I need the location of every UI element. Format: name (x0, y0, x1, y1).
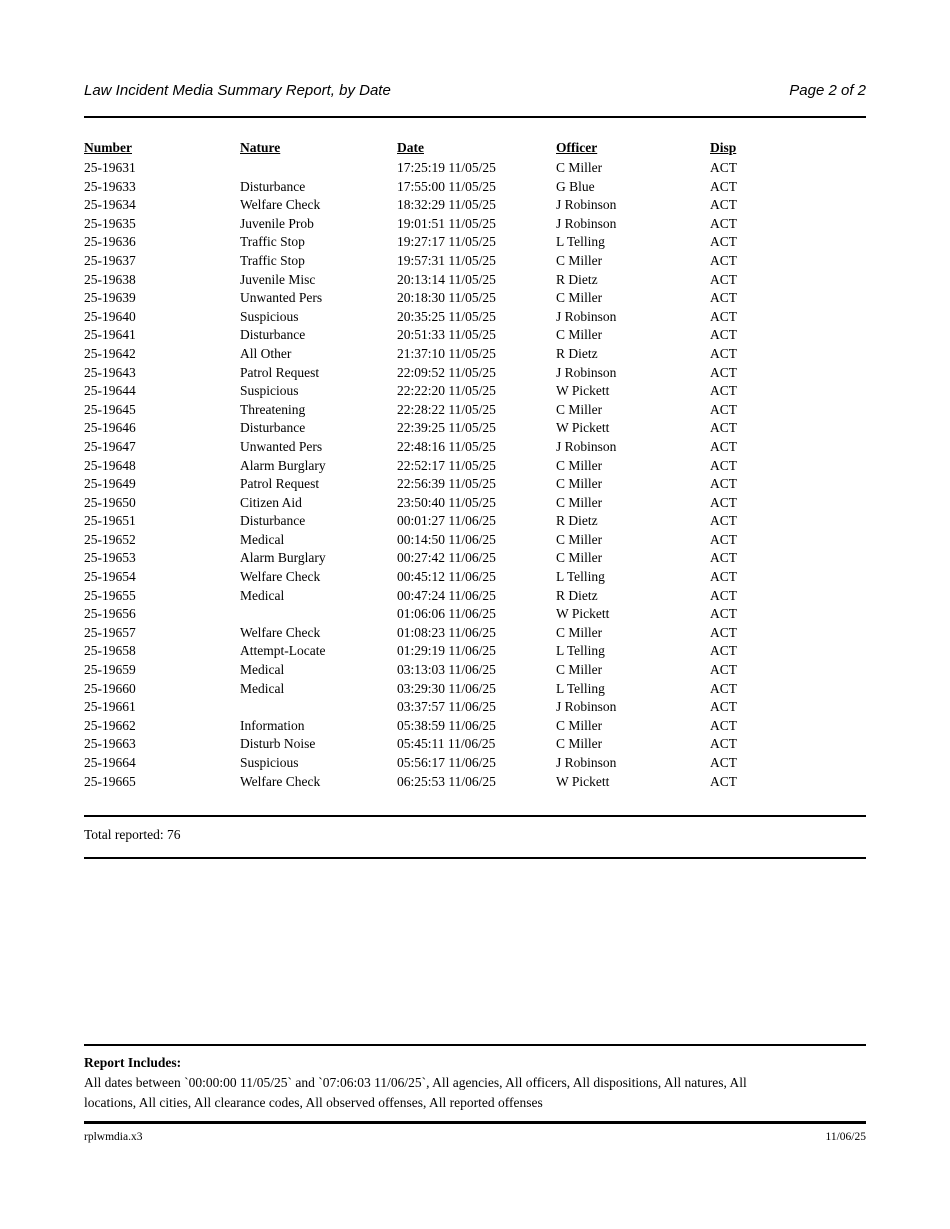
total-reported: Total reported: 76 (84, 827, 181, 842)
cell-date: 19:57:31 11/05/25 (397, 252, 496, 268)
cell-nature: Patrol Request (240, 476, 320, 492)
cell-number: 25-19665 (84, 773, 136, 789)
cell-nature: All Other (240, 345, 292, 361)
table-row (84, 345, 866, 364)
cell-nature (240, 698, 397, 717)
table-row (84, 401, 866, 420)
cell-nature (240, 605, 397, 624)
cell-nature: Juvenile Prob (240, 215, 314, 231)
table-row (84, 698, 866, 717)
cell-disp: ACT (710, 457, 737, 473)
page-indicator: Page 2 of 2 (789, 82, 866, 99)
cell-number: 25-19651 (84, 513, 136, 529)
cell-officer: C Miller (556, 327, 603, 343)
cell-disp: ACT (710, 308, 737, 324)
total-divider-top (84, 815, 866, 817)
cell-number: 25-19646 (84, 420, 136, 436)
cell-disp: ACT (710, 438, 737, 454)
cell-disp: ACT (710, 215, 737, 231)
cell-officer: R Dietz (556, 587, 598, 603)
cell-nature: Suspicious (240, 308, 299, 324)
table-row (84, 364, 866, 383)
cell-disp: ACT (710, 494, 737, 510)
cell-date: 20:13:14 11/05/25 (397, 271, 496, 287)
cell-number: 25-19649 (84, 476, 136, 492)
cell-number: 25-19654 (84, 569, 136, 585)
table-row (84, 178, 866, 197)
table-row (84, 271, 866, 290)
table-row (84, 568, 866, 587)
cell-number: 25-19662 (84, 717, 136, 733)
cell-disp: ACT (710, 624, 737, 640)
cell-nature: Suspicious (240, 383, 299, 399)
cell-disp: ACT (710, 327, 737, 343)
cell-date: 01:06:06 11/06/25 (397, 606, 496, 622)
cell-officer: C Miller (556, 160, 603, 175)
cell-disp: ACT (710, 401, 737, 417)
cell-disp: ACT (710, 290, 737, 306)
table-row (84, 382, 866, 401)
cell-date: 22:09:52 11/05/25 (397, 364, 496, 380)
cell-date: 22:28:22 11/05/25 (397, 401, 496, 417)
cell-date: 00:27:42 11/06/25 (397, 550, 496, 566)
table-column-headers (84, 140, 866, 156)
cell-officer: J Robinson (556, 438, 617, 454)
cell-date: 05:38:59 11/06/25 (397, 717, 496, 733)
cell-nature: Welfare Check (240, 773, 321, 789)
cell-disp: ACT (710, 736, 737, 752)
cell-officer: J Robinson (556, 755, 617, 770)
cell-number: 25-19648 (84, 457, 136, 473)
column-header-officer: Officer (556, 140, 598, 155)
cell-officer: W Pickett (556, 420, 610, 436)
cell-date: 18:32:29 11/05/25 (397, 197, 496, 213)
table-row (84, 419, 866, 438)
cell-nature: Information (240, 717, 305, 733)
report-includes-text-line-1: All dates between `00:00:00 11/05/25` and `07:06:03 11/06/25`, All agencies, All officers, All dispositions, All natures, All (84, 1075, 747, 1090)
cell-date: 22:56:39 11/05/25 (397, 476, 496, 492)
cell-nature (240, 159, 397, 178)
footer-date: 11/06/25 (825, 1131, 866, 1143)
cell-officer: W Pickett (556, 606, 610, 622)
cell-officer: C Miller (556, 457, 603, 473)
cell-officer: C Miller (556, 476, 603, 492)
cell-number: 25-19638 (84, 271, 136, 287)
report-header (84, 82, 866, 99)
cell-officer: C Miller (556, 736, 603, 752)
cell-date: 03:29:30 11/06/25 (397, 680, 496, 696)
cell-disp: ACT (710, 513, 737, 529)
cell-disp: ACT (710, 699, 737, 715)
cell-officer: C Miller (556, 531, 603, 547)
report-script-name: rplwmdia.x3 (84, 1131, 143, 1143)
column-header-disp: Disp (710, 140, 737, 155)
cell-disp: ACT (710, 755, 737, 770)
table-row (84, 754, 866, 773)
table-row (84, 717, 866, 736)
table-row (84, 661, 866, 680)
cell-nature: Citizen Aid (240, 494, 302, 510)
cell-officer: R Dietz (556, 271, 598, 287)
cell-nature: Medical (240, 587, 285, 603)
footer-divider (84, 1121, 866, 1124)
cell-date: 00:45:12 11/06/25 (397, 569, 496, 585)
cell-disp: ACT (710, 680, 737, 696)
page-footer (84, 1131, 866, 1143)
cell-number: 25-19635 (84, 215, 136, 231)
column-header-number: Number (84, 140, 132, 155)
cell-disp: ACT (710, 178, 737, 194)
table-row (84, 252, 866, 271)
report-includes-text-line-2: locations, All cities, All clearance codes, All observed offenses, All reported offenses (84, 1095, 543, 1110)
cell-date: 19:27:17 11/05/25 (397, 234, 496, 250)
cell-officer: C Miller (556, 494, 603, 510)
cell-number: 25-19663 (84, 736, 136, 752)
cell-nature: Unwanted Pers (240, 438, 323, 454)
cell-officer: W Pickett (556, 383, 610, 399)
column-header-date: Date (397, 140, 424, 155)
cell-officer: W Pickett (556, 773, 610, 789)
cell-nature: Disturbance (240, 178, 306, 194)
cell-date: 22:22:20 11/05/25 (397, 383, 496, 399)
table-row (84, 308, 866, 327)
cell-number: 25-19650 (84, 494, 136, 510)
cell-date: 20:18:30 11/05/25 (397, 290, 496, 306)
cell-nature: Suspicious (240, 755, 299, 770)
cell-date: 20:51:33 11/05/25 (397, 327, 496, 343)
cell-number: 25-19636 (84, 234, 136, 250)
cell-nature: Patrol Request (240, 364, 320, 380)
cell-disp: ACT (710, 271, 737, 287)
cell-nature: Threatening (240, 401, 306, 417)
cell-nature: Medical (240, 531, 285, 547)
cell-date: 17:25:19 11/05/25 (397, 160, 496, 175)
cell-officer: L Telling (556, 680, 605, 696)
cell-number: 25-19664 (84, 755, 136, 770)
cell-number: 25-19653 (84, 550, 136, 566)
cell-disp: ACT (710, 606, 737, 622)
table-row (84, 326, 866, 345)
cell-date: 22:39:25 11/05/25 (397, 420, 496, 436)
cell-disp: ACT (710, 643, 737, 659)
cell-number: 25-19642 (84, 345, 136, 361)
cell-officer: J Robinson (556, 364, 617, 380)
cell-officer: C Miller (556, 252, 603, 268)
cell-date: 00:47:24 11/06/25 (397, 587, 496, 603)
table-row (84, 587, 866, 606)
total-divider-bottom (84, 857, 866, 859)
cell-number: 25-19656 (84, 606, 136, 622)
cell-number: 25-19631 (84, 160, 136, 175)
cell-date: 03:13:03 11/06/25 (397, 662, 496, 678)
cell-disp: ACT (710, 160, 737, 175)
cell-number: 25-19641 (84, 327, 136, 343)
table-row (84, 624, 866, 643)
cell-officer: C Miller (556, 401, 603, 417)
table-row (84, 196, 866, 215)
cell-disp: ACT (710, 476, 737, 492)
cell-nature: Disturb Noise (240, 736, 316, 752)
cell-date: 01:08:23 11/06/25 (397, 624, 496, 640)
table-row (84, 233, 866, 252)
cell-officer: R Dietz (556, 345, 598, 361)
cell-number: 25-19647 (84, 438, 136, 454)
cell-disp: ACT (710, 569, 737, 585)
cell-number: 25-19633 (84, 178, 136, 194)
table-row (84, 494, 866, 513)
cell-officer: C Miller (556, 624, 603, 640)
cell-number: 25-19640 (84, 308, 136, 324)
incident-table (84, 159, 866, 791)
cell-nature: Attempt-Locate (240, 643, 326, 659)
table-row (84, 159, 866, 178)
cell-number: 25-19643 (84, 364, 136, 380)
table-row (84, 438, 866, 457)
cell-date: 00:01:27 11/06/25 (397, 513, 496, 529)
cell-date: 00:14:50 11/06/25 (397, 531, 496, 547)
cell-nature: Unwanted Pers (240, 290, 323, 306)
cell-nature: Welfare Check (240, 569, 321, 585)
cell-disp: ACT (710, 550, 737, 566)
cell-nature: Welfare Check (240, 197, 321, 213)
cell-date: 17:55:00 11/05/25 (397, 178, 496, 194)
table-row (84, 735, 866, 754)
column-header-nature: Nature (240, 140, 281, 155)
table-row (84, 215, 866, 234)
table-row (84, 773, 866, 792)
cell-number: 25-19661 (84, 699, 136, 715)
table-row (84, 475, 866, 494)
cell-nature: Disturbance (240, 420, 306, 436)
table-row (84, 605, 866, 624)
header-divider (84, 116, 866, 118)
cell-disp: ACT (710, 420, 737, 436)
cell-number: 25-19639 (84, 290, 136, 306)
cell-officer: J Robinson (556, 215, 617, 231)
cell-nature: Disturbance (240, 327, 306, 343)
cell-officer: C Miller (556, 550, 603, 566)
cell-number: 25-19655 (84, 587, 136, 603)
cell-officer: G Blue (556, 178, 595, 194)
cell-date: 05:56:17 11/06/25 (397, 755, 496, 770)
cell-disp: ACT (710, 717, 737, 733)
cell-date: 19:01:51 11/05/25 (397, 215, 496, 231)
cell-nature: Traffic Stop (240, 252, 305, 268)
cell-date: 21:37:10 11/05/25 (397, 345, 496, 361)
cell-date: 22:48:16 11/05/25 (397, 438, 496, 454)
cell-disp: ACT (710, 773, 737, 789)
table-row (84, 457, 866, 476)
table-row (84, 642, 866, 661)
cell-disp: ACT (710, 383, 737, 399)
report-includes-heading: Report Includes: (84, 1055, 182, 1070)
cell-disp: ACT (710, 234, 737, 250)
table-row (84, 512, 866, 531)
cell-officer: J Robinson (556, 308, 617, 324)
cell-date: 22:52:17 11/05/25 (397, 457, 496, 473)
cell-number: 25-19657 (84, 624, 136, 640)
cell-nature: Medical (240, 662, 285, 678)
cell-nature: Juvenile Misc (240, 271, 316, 287)
cell-officer: L Telling (556, 234, 605, 250)
cell-officer: L Telling (556, 569, 605, 585)
cell-nature: Traffic Stop (240, 234, 305, 250)
cell-date: 23:50:40 11/05/25 (397, 494, 496, 510)
cell-disp: ACT (710, 345, 737, 361)
table-row (84, 680, 866, 699)
cell-date: 03:37:57 11/06/25 (397, 699, 496, 715)
cell-officer: L Telling (556, 643, 605, 659)
cell-disp: ACT (710, 531, 737, 547)
report-title: Law Incident Media Summary Report, by Date (84, 82, 391, 99)
cell-officer: C Miller (556, 662, 603, 678)
cell-officer: J Robinson (556, 197, 617, 213)
cell-disp: ACT (710, 197, 737, 213)
cell-number: 25-19637 (84, 252, 136, 268)
cell-officer: J Robinson (556, 699, 617, 715)
cell-nature: Alarm Burglary (240, 550, 326, 566)
cell-number: 25-19660 (84, 680, 136, 696)
cell-officer: C Miller (556, 290, 603, 306)
cell-date: 01:29:19 11/06/25 (397, 643, 496, 659)
cell-date: 05:45:11 11/06/25 (397, 736, 496, 752)
cell-officer: C Miller (556, 717, 603, 733)
cell-number: 25-19659 (84, 662, 136, 678)
table-row (84, 531, 866, 550)
cell-date: 20:35:25 11/05/25 (397, 308, 496, 324)
cell-disp: ACT (710, 252, 737, 268)
cell-officer: R Dietz (556, 513, 598, 529)
table-row (84, 549, 866, 568)
cell-number: 25-19644 (84, 383, 136, 399)
cell-disp: ACT (710, 587, 737, 603)
cell-nature: Welfare Check (240, 624, 321, 640)
cell-nature: Alarm Burglary (240, 457, 326, 473)
table-row (84, 289, 866, 308)
cell-number: 25-19652 (84, 531, 136, 547)
cell-date: 06:25:53 11/06/25 (397, 773, 496, 789)
cell-nature: Disturbance (240, 513, 306, 529)
includes-divider (84, 1044, 866, 1046)
cell-nature: Medical (240, 680, 285, 696)
cell-disp: ACT (710, 364, 737, 380)
cell-disp: ACT (710, 662, 737, 678)
cell-number: 25-19658 (84, 643, 136, 659)
cell-number: 25-19645 (84, 401, 136, 417)
cell-number: 25-19634 (84, 197, 136, 213)
